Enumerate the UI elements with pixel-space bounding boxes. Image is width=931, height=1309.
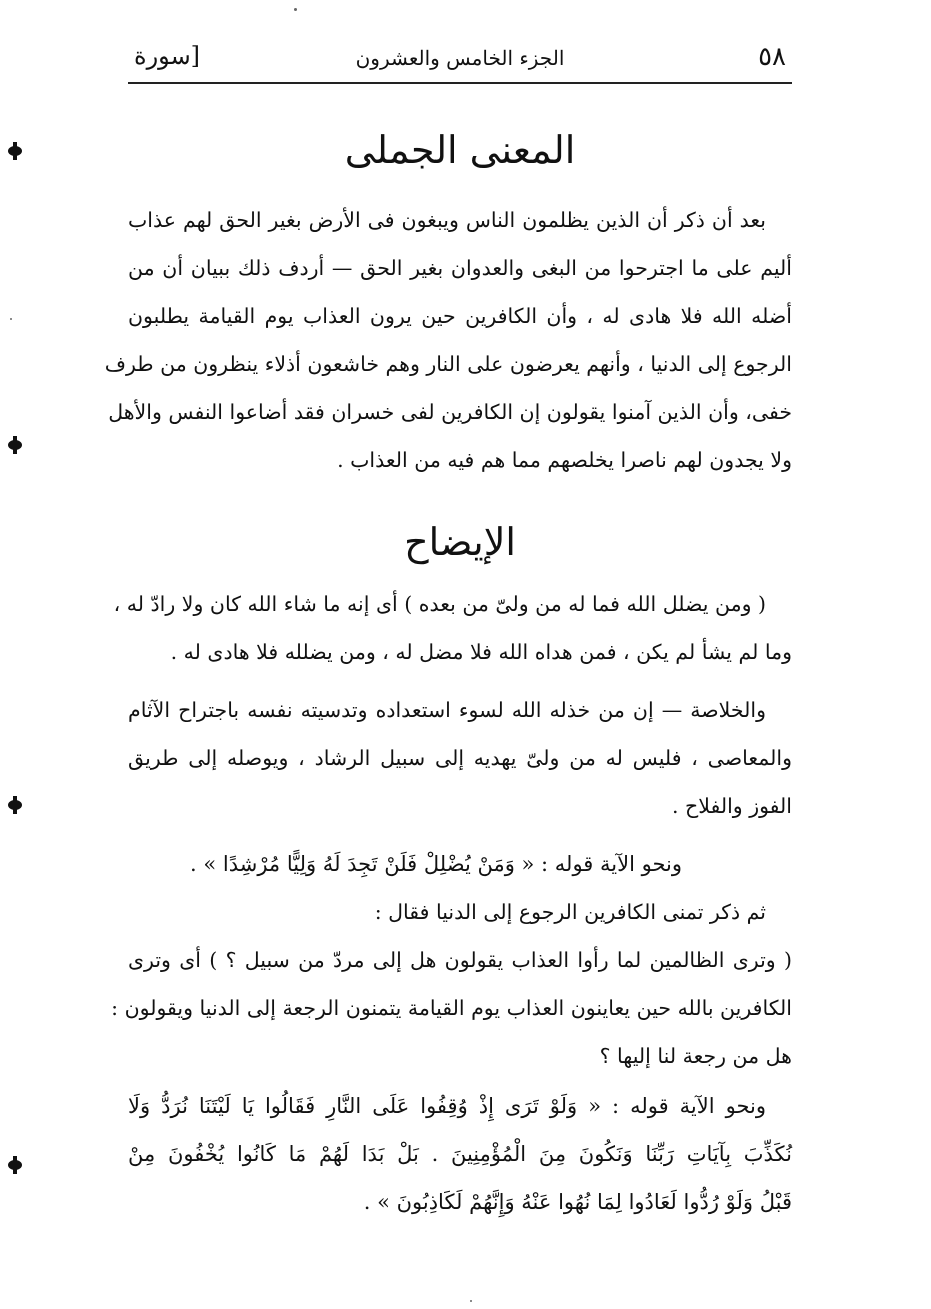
explanation-paragraph-1 (113, 580, 792, 676)
text-line: الكافرين بالله حين يعاينون العذاب يوم القيامة يتمنون الرجعة إلى الدنيا ويقولون : (111, 996, 792, 1020)
scan-speck (470, 1300, 472, 1302)
verse-line: قَبْلُ وَلَوْ رُدُّوا لَعَادُوا لِمَا نُهُوا عَنْهُ وَإِنَّهُمْ لَكَاذِبُونَ » . (363, 1190, 792, 1214)
text-line: وما لم يشأ لم يكن ، فمن هداه الله فلا مضل له ، ومن يضلله فلا هادى له . (170, 640, 792, 664)
binding-hole-mark (8, 146, 22, 156)
section-heading-explanation: الإيضاح (404, 520, 516, 564)
text-line: الفوز والفلاح . (671, 794, 792, 818)
explanation-paragraph-5 (128, 1082, 792, 1226)
explanation-paragraph-3 (128, 840, 792, 936)
text-line: بعد أن ذكر أن الذين يظلمون الناس ويبغون فى الأرض بغير الحق لهم عذاب (128, 208, 766, 232)
explanation-paragraph-4 (111, 936, 792, 1080)
verse-line: ونحو الآية قوله : « وَمَنْ يُضْلِلْ فَلَنْ تَجِدَ لَهُ وَلِيًّا مُرْشِدًا » . (190, 852, 682, 876)
text-line: الرجوع إلى الدنيا ، وأنهم يعرضون على النار وهم خاشعون أذلاء ينظرون من طرف (104, 352, 792, 376)
text-line: ( وترى الظالمين لما رأوا العذاب يقولون هل إلى مردّ من سبيل ؟ ) أى وترى (128, 948, 792, 972)
text-line: هل من رجعة لنا إليها ؟ (599, 1044, 792, 1068)
verse-line: ونحو الآية قوله : « وَلَوْ تَرَى إِذْ وُقِفُوا عَلَى النَّارِ فَقَالُوا يَا لَيْتَنَا نُرَدُّ وَلَا (128, 1094, 766, 1118)
scan-speck (10, 318, 12, 320)
text-line: ولا يجدون لهم ناصرا يخلصهم مما هم فيه من العذاب . (337, 448, 792, 472)
explanation-paragraph-2 (128, 686, 792, 830)
page-header (128, 36, 792, 84)
text-line: أضله الله فلا هادى له ، وأن الكافرين حين يرون العذاب يوم القيامة يطلبون (128, 304, 792, 328)
text-line: أليم على ما اجترحوا من البغى والعدوان بغير الحق — أردف ذلك ببيان أن من (128, 256, 792, 280)
verse-line: نُكَذِّبَ بِآيَاتِ رَبِّنَا وَنَكُونَ مِنَ الْمُؤْمِنِينَ . بَلْ بَدَا لَهُمْ مَا كَانُوا يُخْفُونَ مِنْ (128, 1142, 792, 1166)
binding-hole-mark (8, 440, 22, 450)
running-title: الجزء الخامس والعشرون (355, 46, 565, 70)
text-line: خفى، وأن الذين آمنوا يقولون إن الكافرين لفى خسران فقد أضاعوا النفس والأهل (108, 400, 792, 424)
surah-label: [سورة (134, 42, 201, 70)
scan-speck (294, 8, 297, 11)
text-line: ( ومن يضلل الله فما له من ولىّ من بعده ) أى إنه ما شاء الله كان ولا رادّ له ، (113, 592, 766, 616)
binding-hole-mark (8, 1160, 22, 1170)
page-number: ٥٨ (758, 42, 786, 72)
text-line: ثم ذكر تمنى الكافرين الرجوع إلى الدنيا فقال : (374, 900, 766, 924)
binding-hole-mark (8, 800, 22, 810)
text-line: والمعاصى ، فليس له من ولىّ يهديه إلى سبيل الرشاد ، ويوصله إلى طريق (128, 746, 792, 770)
summary-paragraph (104, 196, 792, 484)
text-line: والخلاصة — إن من خذله الله لسوء استعداده وتدسيته نفسه باجتراح الآثام (128, 698, 766, 722)
section-heading-brief-meaning: المعنى الجملى (344, 128, 576, 172)
